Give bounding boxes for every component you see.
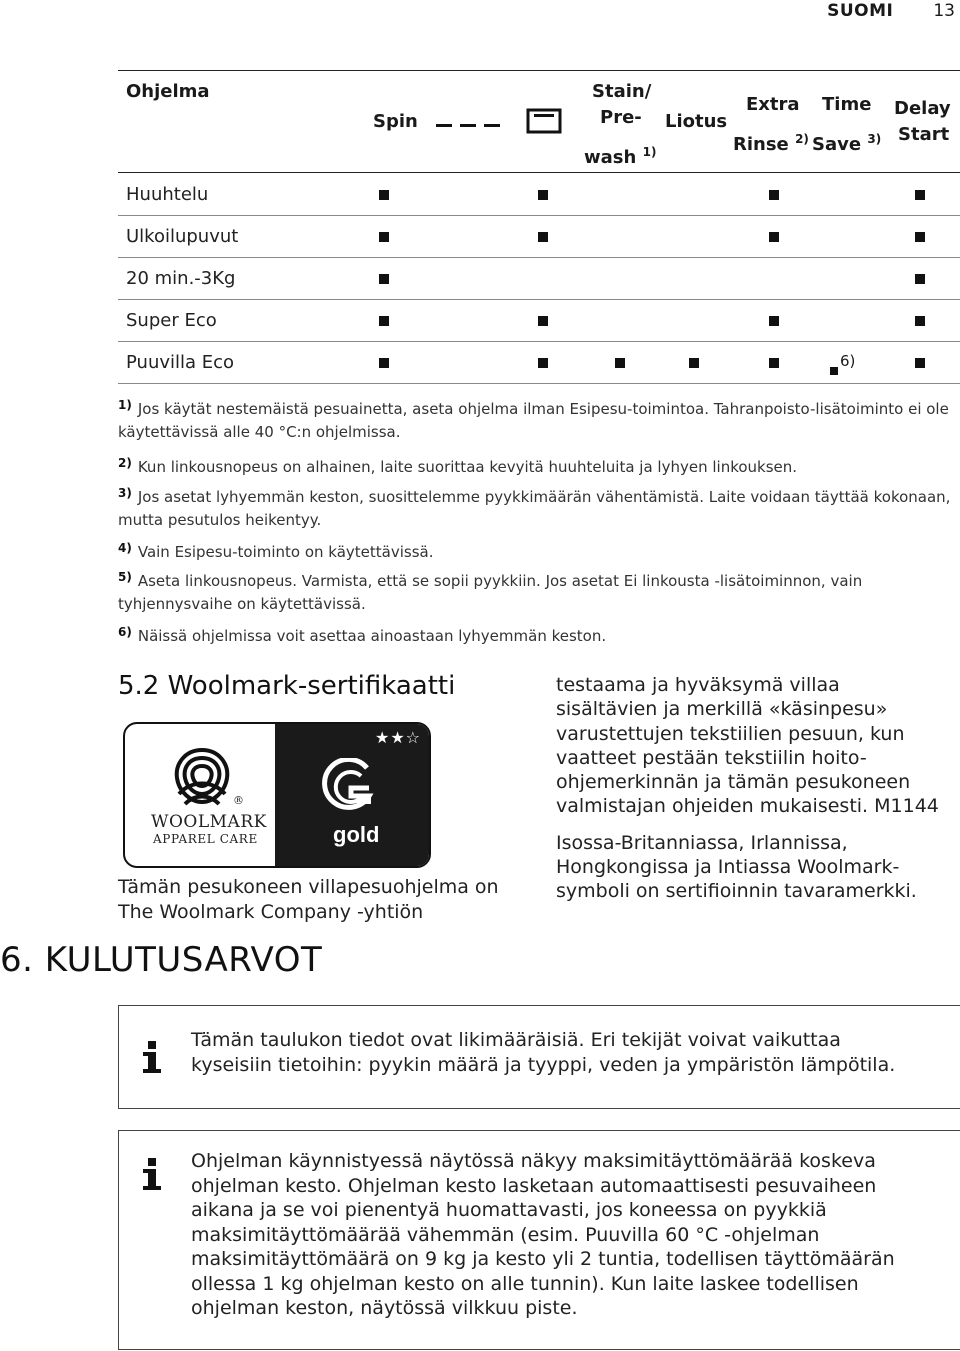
page-number: 13 bbox=[933, 1, 955, 21]
col-stain-line2: Pre- bbox=[600, 107, 642, 128]
footnote-ref: 3) bbox=[867, 132, 882, 146]
section-heading: 6. KULUTUSARVOT bbox=[0, 940, 323, 980]
gold-label: gold bbox=[333, 822, 380, 847]
stain-icon bbox=[526, 108, 562, 134]
option-mark bbox=[538, 190, 548, 200]
footnote-3: $^{3)}$ Jos asetat lyhyemmän keston, suosittelemme pyykkimäärän vähentämistä. Laite voidaan täyttää kokonaan, mutta pesutulos heikentyy. bbox=[118, 486, 951, 529]
option-mark bbox=[379, 232, 389, 242]
col-soak: Liotus bbox=[665, 111, 728, 132]
woolmark-paragraph-1: testaama ja hyväksymä villaa sisältävien ja merkillä «käsinpesu» varustettujen tekstiilien pesuun, kun vaatteet pestään tekstiilin hoito-ohjemerkinnän ja tämän pesukoneen valmistajan ohjeiden mukaisesti. M1144 bbox=[556, 674, 939, 818]
woolmark-subtitle: APPAREL CARE bbox=[153, 832, 258, 846]
option-mark bbox=[379, 274, 389, 284]
table-row bbox=[118, 300, 960, 342]
table-top-rule bbox=[118, 70, 960, 71]
info-icon bbox=[133, 1038, 171, 1076]
footnote-5: $^{5)}$ Aseta linkousnopeus. Varmista, että se sopii pyykkiin. Jos asetat Ei linkousta -lisätoiminnon, vain tyhjennysvaihe on käytettävissä. bbox=[118, 570, 863, 613]
option-mark bbox=[915, 190, 925, 200]
registered-mark: ® bbox=[233, 794, 244, 807]
info-text: Ohjelman käynnistyessä näytössä näkyy maksimitäyttömäärää koskeva ohjelman kesto. Ohjelman kesto lasketaan automaattisesti pesuvaiheen aikana ja se voi pienentyä huomattavasti, jos koneessa on pyykkiä maksimitäyttömäärää vähemmän (esim. Puuvilla 60 °C -ohjelman maksimitäyttömäärä on 9 kg ja kesto yli 2 tuntia, todellisen täyttömäärän ollessa 1 kg ohjelman kesto on alle tunnin). Kun laite laskee todellisen ohjelman keston, näytössä vilkkuu piste. bbox=[191, 1150, 895, 1319]
info-icon bbox=[133, 1155, 171, 1193]
woolmark-logo bbox=[123, 722, 431, 868]
col-spin: Spin bbox=[373, 111, 418, 132]
woolmark-brand: WOOLMARK bbox=[151, 812, 267, 832]
language-label: SUOMI bbox=[827, 1, 894, 21]
program-name: Ulkoilupuvut bbox=[126, 226, 239, 247]
table-row bbox=[118, 216, 960, 258]
section-heading: 5.2 Woolmark-sertifikaatti bbox=[118, 671, 456, 701]
table-header-rule bbox=[118, 172, 960, 173]
table-row bbox=[118, 342, 960, 384]
table-row bbox=[118, 174, 960, 216]
table-row bbox=[118, 258, 960, 300]
option-mark bbox=[915, 274, 925, 284]
option-mark bbox=[915, 232, 925, 242]
program-name: 20 min.-3Kg bbox=[126, 268, 236, 289]
footnote-1: $^{1)}$ Jos käytät nestemäistä pesuainetta, aseta ohjelma ilman Esipesu-toimintoa. Tahranpoisto-lisätoiminto ei ole käytettävissä alle 40 °C:n ohjelmissa. bbox=[118, 398, 949, 441]
option-mark bbox=[689, 358, 699, 368]
page-header bbox=[827, 0, 960, 20]
col-time-line2: Save $^{3)}$ bbox=[812, 132, 882, 155]
col-delay-line1: Delay bbox=[894, 98, 951, 119]
col-extra-line2: Rinse $^{2)}$ bbox=[733, 132, 809, 155]
option-mark bbox=[538, 358, 548, 368]
option-mark bbox=[379, 358, 389, 368]
info-box-1 bbox=[118, 1005, 960, 1109]
col-stain-line3: wash $^{1)}$ bbox=[584, 145, 657, 168]
woolmark-icon bbox=[167, 744, 237, 814]
woolmark-paragraph-2: Isossa-Britanniassa, Irlannissa, Hongkongissa ja Intiassa Woolmark-symboli on sertifioinnin tavaramerkki. bbox=[556, 831, 917, 903]
option-mark bbox=[830, 367, 838, 375]
program-name: Puuvilla Eco bbox=[126, 352, 235, 373]
option-mark bbox=[538, 232, 548, 242]
footnote-ref: 1) bbox=[642, 145, 657, 159]
col-delay-line2: Start bbox=[898, 124, 950, 145]
col-time-line1: Time bbox=[822, 94, 872, 115]
option-mark bbox=[538, 316, 548, 326]
col-stain-line1: Stain/ bbox=[592, 81, 652, 102]
option-mark bbox=[615, 358, 625, 368]
star-rating: ★★☆ bbox=[374, 728, 421, 747]
program-name: Huuhtelu bbox=[126, 184, 209, 205]
col-extra-line1: Extra bbox=[746, 94, 800, 115]
footnote-ref: 6) bbox=[840, 352, 856, 370]
info-text: Tämän taulukon tiedot ovat likimääräisiä. Eri tekijät voivat vaikuttaa kyseisiin tietoihin: pyykin määrä ja tyyppi, veden ja ympäristön lämpötila. bbox=[191, 1029, 896, 1076]
footnote-4: $^{4)}$ Vain Esipesu-toiminto on käytettävissä. bbox=[118, 541, 434, 561]
option-mark bbox=[769, 316, 779, 326]
program-name: Super Eco bbox=[126, 310, 217, 331]
option-mark bbox=[769, 232, 779, 242]
option-mark bbox=[769, 190, 779, 200]
woolmark-caption: Tämän pesukoneen villapesuohjelma on The Woolmark Company -yhtiön bbox=[118, 876, 499, 923]
info-box-2 bbox=[118, 1130, 960, 1350]
option-mark bbox=[915, 358, 925, 368]
footnote-2: $^{2)}$ Kun linkousnopeus on alhainen, laite suorittaa kevyitä huuhteluita ja lyhyen linkouksen. bbox=[118, 456, 798, 476]
option-mark bbox=[915, 316, 925, 326]
rating-panel bbox=[275, 724, 429, 866]
col-program: Ohjelma bbox=[126, 81, 210, 102]
woolmark-text-column bbox=[556, 673, 946, 916]
option-mark bbox=[379, 190, 389, 200]
dash-icon bbox=[436, 122, 500, 130]
footnote-ref: 2) bbox=[795, 132, 809, 146]
gold-g-icon bbox=[321, 758, 377, 814]
footnote-6: $^{6)}$ Näissä ohjelmissa voit asettaa ainoastaan lyhyemmän keston. bbox=[118, 625, 607, 645]
option-mark bbox=[379, 316, 389, 326]
option-mark bbox=[769, 358, 779, 368]
